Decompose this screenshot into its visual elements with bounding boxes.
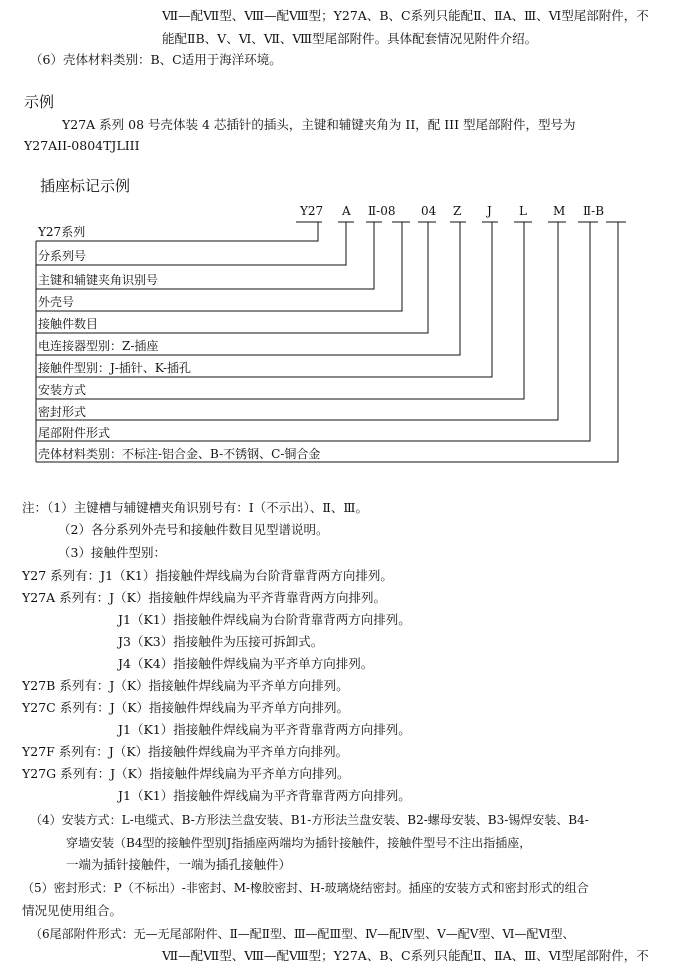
label-material: 壳体材料类别：不标注-铝合金、B-不锈钢、C-铜合金	[38, 447, 321, 461]
example-heading: 示例	[24, 93, 55, 111]
note-y27g-2: J1（K1）指接触件焊线扁为平齐背靠背两方向排列。	[118, 788, 411, 803]
code-ii-b: Ⅱ-B	[583, 204, 605, 218]
code-ii-08: Ⅱ-08	[368, 204, 396, 218]
note-2: （2）各分系列外壳号和接触件数目见型谱说明。	[58, 522, 329, 537]
label-sealing: 密封形式	[38, 405, 87, 419]
example-line-1: Y27A 系列 08 号壳体装 4 芯插针的插头，主键和辅键夹角为 II，配 III 型尾部附件，型号为	[62, 117, 576, 132]
example-line-2: Y27AII-0804TJLIII	[24, 138, 140, 153]
label-contact-count: 接触件数目	[38, 317, 99, 331]
label-shell-size: 外壳号	[38, 295, 75, 309]
label-mounting: 安装方式	[38, 383, 87, 397]
label-series: Y27系列	[38, 225, 86, 239]
note-y27g-1: Y27G 系列有：J（K）指接触件焊线扁为平齐单方向排列。	[22, 766, 350, 781]
code-y27: Y27	[300, 204, 324, 218]
label-connector-type: 电连接器型别：Z-插座	[38, 339, 159, 353]
code-a: A	[342, 204, 351, 218]
top-line-3: （6）壳体材料类别：B、C适用于海洋环境。	[30, 52, 282, 67]
note-y27a-3: J3（K3）指接触件为压接可拆卸式。	[118, 634, 324, 649]
note-y27c-1: Y27C 系列有：J（K）指接触件焊线扁为平齐单方向排列。	[22, 700, 350, 715]
note-5-line-1: （5）密封形式：P（不标出）-非密封、M-橡胶密封、H-玻璃烧结密封。插座的安装方式和密封形式的组合	[22, 881, 589, 895]
note-y27a-2: J1（K1）指接触件焊线扁为台阶背靠背两方向排列。	[118, 612, 411, 627]
note-y27a-4: J4（K4）指接触件焊线扁为平齐单方向排列。	[118, 656, 374, 671]
top-line-2: 能配ⅡB、Ⅴ、Ⅵ、Ⅶ、Ⅷ型尾部附件。具体配套情况见附件介绍。	[162, 31, 538, 46]
code-04: 04	[421, 204, 437, 218]
note-4-line-3: 一端为插针接触件，一端为插孔接触件）	[66, 857, 292, 872]
note-y27: Y27 系列有：J1（K1）指接触件焊线扁为台阶背靠背两方向排列。	[22, 568, 393, 583]
label-accessory: 尾部附件形式	[38, 426, 111, 440]
code-z: Z	[453, 204, 462, 218]
note-6-line-2: Ⅶ—配Ⅶ型、Ⅷ—配Ⅷ型；Y27A、B、C系列只能配Ⅱ、ⅡA、Ⅲ、Ⅵ型尾部附件，不	[162, 948, 649, 963]
note-5-line-2: 情况见使用组合。	[22, 903, 123, 918]
top-line-1: Ⅶ—配Ⅶ型、Ⅷ—配Ⅷ型；Y27A、B、C系列只能配Ⅱ、ⅡA、Ⅲ、Ⅵ型尾部附件，不	[162, 8, 649, 23]
note-y27a-1: Y27A 系列有：J（K）指接触件焊线扁为平齐背靠背两方向排列。	[22, 590, 387, 605]
note-y27c-2: J1（K1）指接触件焊线扁为平齐背靠背两方向排列。	[118, 722, 411, 737]
note-3: （3）接触件型别：	[58, 545, 166, 560]
label-key-angle: 主键和辅键夹角识别号	[38, 273, 159, 287]
note-y27b: Y27B 系列有：J（K）指接触件焊线扁为平齐单方向排列。	[22, 678, 349, 693]
note-1: 注：（1）主键槽与辅键槽夹角识别号有：Ⅰ（不示出）、Ⅱ、Ⅲ。	[22, 500, 368, 515]
code-j: J	[487, 204, 492, 218]
code-m: M	[553, 204, 566, 218]
note-4-line-1: （4）安装方式：L-电缆式、B-方形法兰盘安装、B1-方形法兰盘安装、B2-螺母安装、B3-锡焊安装、B4-	[30, 813, 589, 827]
note-4-line-2: 穿墙安装（B4型的接触件型别J指插座两端均为插针接触件，接触件型号不注出指插座，	[66, 836, 532, 850]
code-l: L	[519, 204, 527, 218]
socket-heading: 插座标记示例	[40, 177, 131, 195]
label-subseries: 分系列号	[38, 249, 87, 263]
note-y27f: Y27F 系列有：J（K）指接触件焊线扁为平齐单方向排列。	[22, 744, 349, 759]
note-6-line-1: （6尾部附件形式：无—无尾部附件、Ⅱ—配Ⅱ型、Ⅲ—配Ⅲ型、Ⅳ—配Ⅳ型、Ⅴ—配Ⅴ型、Ⅵ—配Ⅵ型、	[30, 927, 575, 941]
label-contact-type: 接触件型别：J-插针、K-插孔	[38, 361, 192, 375]
